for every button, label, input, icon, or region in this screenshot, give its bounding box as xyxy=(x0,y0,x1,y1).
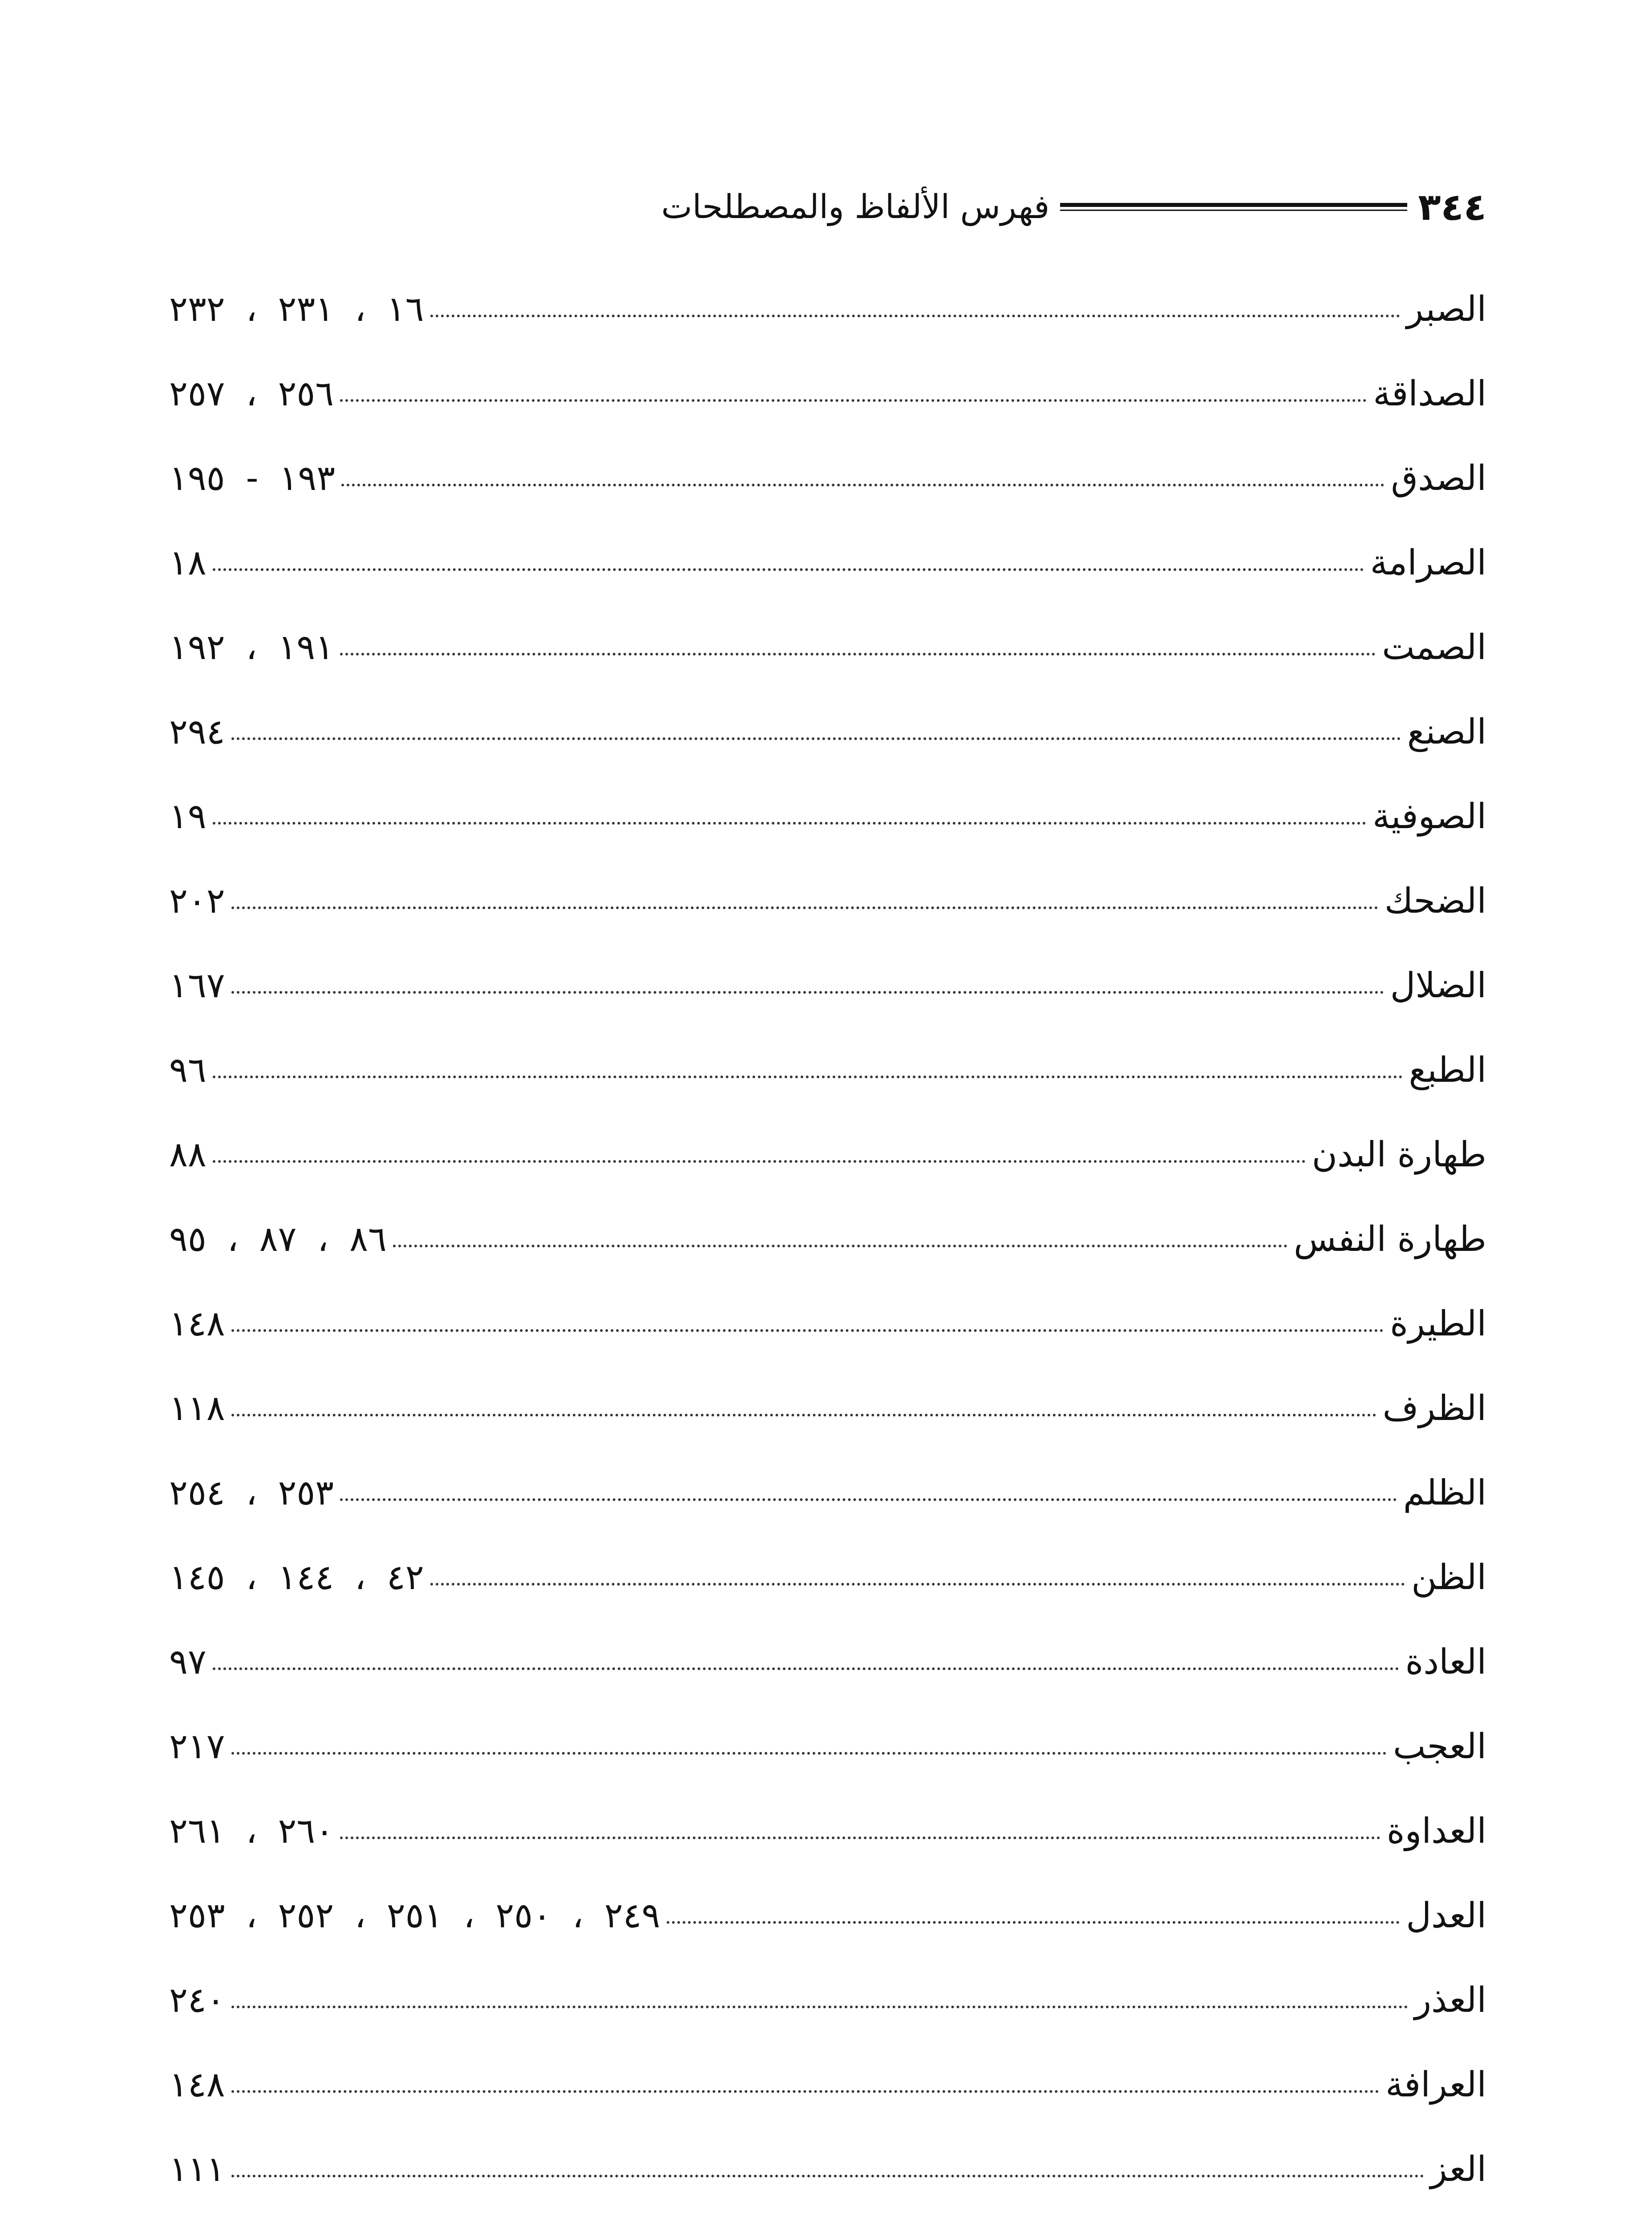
index-entry xyxy=(169,943,1486,1028)
index-entry xyxy=(169,1704,1486,1789)
dot-leader xyxy=(231,906,1378,909)
dot-leader xyxy=(231,737,1401,740)
dot-leader xyxy=(430,1583,1405,1586)
dot-leader xyxy=(340,653,1376,655)
index-term: الصمت xyxy=(1382,627,1486,668)
index-entry xyxy=(169,1197,1486,1282)
index-term: الضحك xyxy=(1384,881,1486,921)
dot-leader xyxy=(231,991,1384,994)
index-pages: ٢٠٢ xyxy=(169,881,225,921)
index-term: العز xyxy=(1430,2149,1486,2189)
index-entry xyxy=(169,690,1486,774)
dot-leader xyxy=(341,484,1385,486)
index-entry xyxy=(169,2043,1486,2127)
index-pages: ٢٩٤ xyxy=(169,712,225,752)
index-entry xyxy=(169,1789,1486,1873)
index-term: الظلم xyxy=(1403,1473,1486,1513)
index-pages: ١٩١ ، ١٩٢ xyxy=(169,627,334,668)
index-pages: ٢٥٣ ، ٢٥٤ xyxy=(169,1473,334,1513)
index-term: الصدق xyxy=(1391,458,1486,498)
index-entry xyxy=(169,2212,1486,2225)
index-entry xyxy=(169,859,1486,943)
index-pages: ١٩ xyxy=(169,797,206,837)
index-entry xyxy=(169,1620,1486,1704)
index-term: الصداقة xyxy=(1373,374,1486,414)
index-term: الصرامة xyxy=(1370,543,1486,583)
dot-leader xyxy=(393,1245,1288,1247)
dot-leader xyxy=(231,2006,1409,2008)
running-title: فهرس الألفاظ والمصطلحات xyxy=(661,188,1050,226)
index-term xyxy=(1401,2212,1486,2225)
dot-leader xyxy=(231,1329,1384,1332)
index-pages: ٢٥٦ ، ٢٥٧ xyxy=(169,374,334,414)
index-list xyxy=(169,267,1486,2225)
index-term: طهارة البدن xyxy=(1312,1135,1486,1175)
index-entry xyxy=(169,436,1486,521)
dot-leader xyxy=(340,399,1367,402)
index-term: الظن xyxy=(1411,1558,1486,1598)
dot-leader xyxy=(430,315,1401,317)
index-term: العادة xyxy=(1405,1642,1486,1682)
index-term: الطيرة xyxy=(1390,1304,1486,1344)
index-pages: ١٤٨ xyxy=(169,2065,225,2105)
dot-leader xyxy=(667,1921,1400,1924)
dot-leader xyxy=(213,1076,1403,1078)
index-entry xyxy=(169,1366,1486,1451)
index-entry xyxy=(169,267,1486,352)
dot-leader xyxy=(340,1837,1381,1839)
dot-leader xyxy=(213,568,1364,571)
index-pages: ٩٧ xyxy=(169,1642,206,1682)
index-entry xyxy=(169,2127,1486,2212)
index-term: العداوة xyxy=(1386,1811,1486,1851)
dot-leader xyxy=(231,1414,1377,1416)
dot-leader xyxy=(231,2175,1424,2177)
index-pages: ٢٤٩ ، ٢٥٠ ، ٢٥١ ، ٢٥٢ ، ٢٥٣ xyxy=(169,1896,660,1936)
index-pages xyxy=(169,2212,225,2225)
index-pages: ١٤٨ xyxy=(169,1304,225,1344)
index-pages: ٤٢ ، ١٤٤ ، ١٤٥ xyxy=(169,1558,424,1598)
index-term: الطبع xyxy=(1409,1050,1486,1090)
index-entry xyxy=(169,1873,1486,1958)
index-entry xyxy=(169,1535,1486,1620)
dot-leader xyxy=(231,1752,1387,1755)
index-entry xyxy=(169,605,1486,690)
index-pages: ٢١٧ xyxy=(169,1727,225,1767)
index-pages: ١٩٣ - ١٩٥ xyxy=(169,458,336,498)
index-entry xyxy=(169,1451,1486,1535)
index-pages: ١١١ xyxy=(169,2149,225,2189)
index-term: العذر xyxy=(1414,1980,1486,2020)
index-term: الظرف xyxy=(1382,1388,1486,1428)
index-term: العدل xyxy=(1406,1896,1486,1936)
index-pages: ٩٦ xyxy=(169,1050,206,1090)
index-term: الصبر xyxy=(1406,289,1486,329)
index-term: الصوفية xyxy=(1372,797,1486,837)
index-entry xyxy=(169,352,1486,436)
header-rule xyxy=(1060,203,1407,211)
index-term: طهارة النفس xyxy=(1294,1219,1486,1259)
page-number: ٣٤٤ xyxy=(1418,185,1486,229)
dot-leader xyxy=(213,1667,1399,1670)
index-pages: ٨٦ ، ٨٧ ، ٩٥ xyxy=(169,1219,387,1259)
index-entry xyxy=(169,1112,1486,1197)
index-pages: ١٦٧ xyxy=(169,966,225,1006)
index-pages: ٢٦٠ ، ٢٦١ xyxy=(169,1811,334,1851)
index-pages: ٢٤٠ xyxy=(169,1980,225,2020)
index-pages: ١١٨ xyxy=(169,1388,225,1428)
index-term: الصنع xyxy=(1407,712,1486,752)
index-entry xyxy=(169,774,1486,859)
dot-leader xyxy=(213,822,1366,825)
index-pages: ١٨ xyxy=(169,543,206,583)
index-term: العرافة xyxy=(1385,2065,1486,2105)
index-entry xyxy=(169,1028,1486,1112)
dot-leader xyxy=(340,1498,1397,1501)
page-header xyxy=(169,178,1486,236)
index-pages: ٨٨ xyxy=(169,1135,206,1175)
index-term: العجب xyxy=(1393,1727,1486,1767)
index-entry xyxy=(169,1958,1486,2043)
dot-leader xyxy=(231,2090,1379,2093)
index-entry xyxy=(169,1282,1486,1366)
dot-leader xyxy=(213,1160,1306,1163)
index-pages: ١٦ ، ٢٣١ ، ٢٣٢ xyxy=(169,289,424,329)
index-entry xyxy=(169,521,1486,605)
index-term: الضلال xyxy=(1390,966,1486,1006)
